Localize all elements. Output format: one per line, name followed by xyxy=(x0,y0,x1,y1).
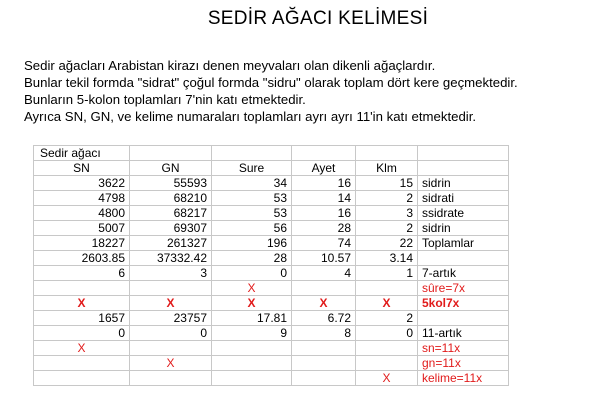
table-cell: 23757 xyxy=(130,311,212,326)
table-cell xyxy=(292,146,356,161)
table-cell xyxy=(130,371,212,386)
table-cell xyxy=(130,341,212,356)
table-row xyxy=(34,281,509,296)
table-cell xyxy=(356,341,418,356)
table-cell xyxy=(130,281,212,296)
column-header: Sure xyxy=(212,161,292,176)
table-cell: X xyxy=(292,296,356,311)
table-row xyxy=(34,176,509,191)
column-header: Ayet xyxy=(292,161,356,176)
table-row xyxy=(34,206,509,221)
table-cell: X xyxy=(356,296,418,311)
table-cell xyxy=(356,281,418,296)
table-cell: 14 xyxy=(292,191,356,206)
table-cell: 0 xyxy=(34,326,130,341)
table-cell: 28 xyxy=(212,251,292,266)
table-cell: 1657 xyxy=(34,311,130,326)
table-cell: 55593 xyxy=(130,176,212,191)
table-cell xyxy=(34,356,130,371)
table-cell: 4 xyxy=(292,266,356,281)
table-caption: Sedir ağacı xyxy=(34,146,130,161)
table-row xyxy=(34,266,509,281)
table-cell: 56 xyxy=(212,221,292,236)
table-cell: 3.14 xyxy=(356,251,418,266)
row-label: sidrin xyxy=(418,221,509,236)
table-cell: 4798 xyxy=(34,191,130,206)
sedir-table xyxy=(33,145,509,386)
intro-paragraph xyxy=(24,57,594,125)
table-cell xyxy=(292,371,356,386)
table-row xyxy=(34,251,509,266)
table-cell: 196 xyxy=(212,236,292,251)
column-header: GN xyxy=(130,161,212,176)
table-cell: 18227 xyxy=(34,236,130,251)
table-cell: 3 xyxy=(130,266,212,281)
table-cell: 0 xyxy=(212,266,292,281)
row-label: 5kol7x xyxy=(418,296,509,311)
table-header-row xyxy=(34,161,509,176)
table-cell xyxy=(356,356,418,371)
table-cell: 74 xyxy=(292,236,356,251)
row-label xyxy=(418,311,509,326)
row-label: kelime=11x xyxy=(418,371,509,386)
table-cell: X xyxy=(130,356,212,371)
table-cell: X xyxy=(356,371,418,386)
table-cell: 68217 xyxy=(130,206,212,221)
table-row xyxy=(34,191,509,206)
table-cell xyxy=(34,281,130,296)
table-cell: 3622 xyxy=(34,176,130,191)
row-label: 7-artık xyxy=(418,266,509,281)
table-cell: 53 xyxy=(212,191,292,206)
table-cell: 9 xyxy=(212,326,292,341)
row-label xyxy=(418,251,509,266)
table-cell xyxy=(292,281,356,296)
intro-line: Bunların 5-kolon toplamları 7'nin katı etmektedir. xyxy=(24,92,306,107)
table-cell: 53 xyxy=(212,206,292,221)
table-cell: X xyxy=(212,296,292,311)
table-cell: 28 xyxy=(292,221,356,236)
intro-line: Ayrıca SN, GN, ve kelime numaraları toplamları ayrı ayrı 11'in katı etmektedir. xyxy=(24,109,477,124)
table-cell xyxy=(130,146,212,161)
table-cell: 34 xyxy=(212,176,292,191)
row-label: sidrati xyxy=(418,191,509,206)
table-cell: 6.72 xyxy=(292,311,356,326)
table-cell: 16 xyxy=(292,176,356,191)
table-cell: X xyxy=(212,281,292,296)
table-row xyxy=(34,296,509,311)
table-cell: 4800 xyxy=(34,206,130,221)
table-cell: 8 xyxy=(292,326,356,341)
table-cell xyxy=(212,341,292,356)
table-cell: 16 xyxy=(292,206,356,221)
table-cell: 2603.85 xyxy=(34,251,130,266)
table-cell: 69307 xyxy=(130,221,212,236)
page-title: SEDİR AĞACI KELİMESİ xyxy=(207,8,429,29)
table-cell: 6 xyxy=(34,266,130,281)
table-cell: 0 xyxy=(356,326,418,341)
table-cell xyxy=(418,146,509,161)
table-row xyxy=(34,236,509,251)
row-label: sûre=7x xyxy=(418,281,509,296)
table-cell: 37332.42 xyxy=(130,251,212,266)
table-cell: 17.81 xyxy=(212,311,292,326)
table-cell: 261327 xyxy=(130,236,212,251)
table-row xyxy=(34,311,509,326)
table-caption-row xyxy=(34,146,509,161)
table-cell: 2 xyxy=(356,311,418,326)
table-row xyxy=(34,371,509,386)
table-cell: X xyxy=(34,341,130,356)
table-cell: 10.57 xyxy=(292,251,356,266)
table-cell xyxy=(212,146,292,161)
table-row xyxy=(34,221,509,236)
row-label: gn=11x xyxy=(418,356,509,371)
intro-line: Sedir ağacları Arabistan kirazı denen meyvaları olan dikenli ağaçlardır. xyxy=(24,58,436,73)
row-label: 11-artık xyxy=(418,326,509,341)
table-cell xyxy=(212,371,292,386)
table-cell: 0 xyxy=(130,326,212,341)
table-cell xyxy=(356,146,418,161)
row-label: Toplamlar xyxy=(418,236,509,251)
table-cell: 68210 xyxy=(130,191,212,206)
table-cell xyxy=(292,356,356,371)
table-cell: 15 xyxy=(356,176,418,191)
column-header xyxy=(418,161,509,176)
table-cell: X xyxy=(130,296,212,311)
row-label: ssidrate xyxy=(418,206,509,221)
row-label: sn=11x xyxy=(418,341,509,356)
table-cell: 3 xyxy=(356,206,418,221)
table-row xyxy=(34,356,509,371)
table-cell: 2 xyxy=(356,221,418,236)
column-header: SN xyxy=(34,161,130,176)
intro-line: Bunlar tekil formda "sidrat" çoğul formda "sidru" olarak toplam dört kere geçmektedir. xyxy=(24,75,518,90)
table-cell: 5007 xyxy=(34,221,130,236)
table-cell: 2 xyxy=(356,191,418,206)
table-cell: 1 xyxy=(356,266,418,281)
table-cell xyxy=(212,356,292,371)
table-cell: 22 xyxy=(356,236,418,251)
table-row xyxy=(34,341,509,356)
table-row xyxy=(34,326,509,341)
table-cell xyxy=(34,371,130,386)
table-cell xyxy=(292,341,356,356)
column-header: Klm xyxy=(356,161,418,176)
table-cell: X xyxy=(34,296,130,311)
row-label: sidrin xyxy=(418,176,509,191)
